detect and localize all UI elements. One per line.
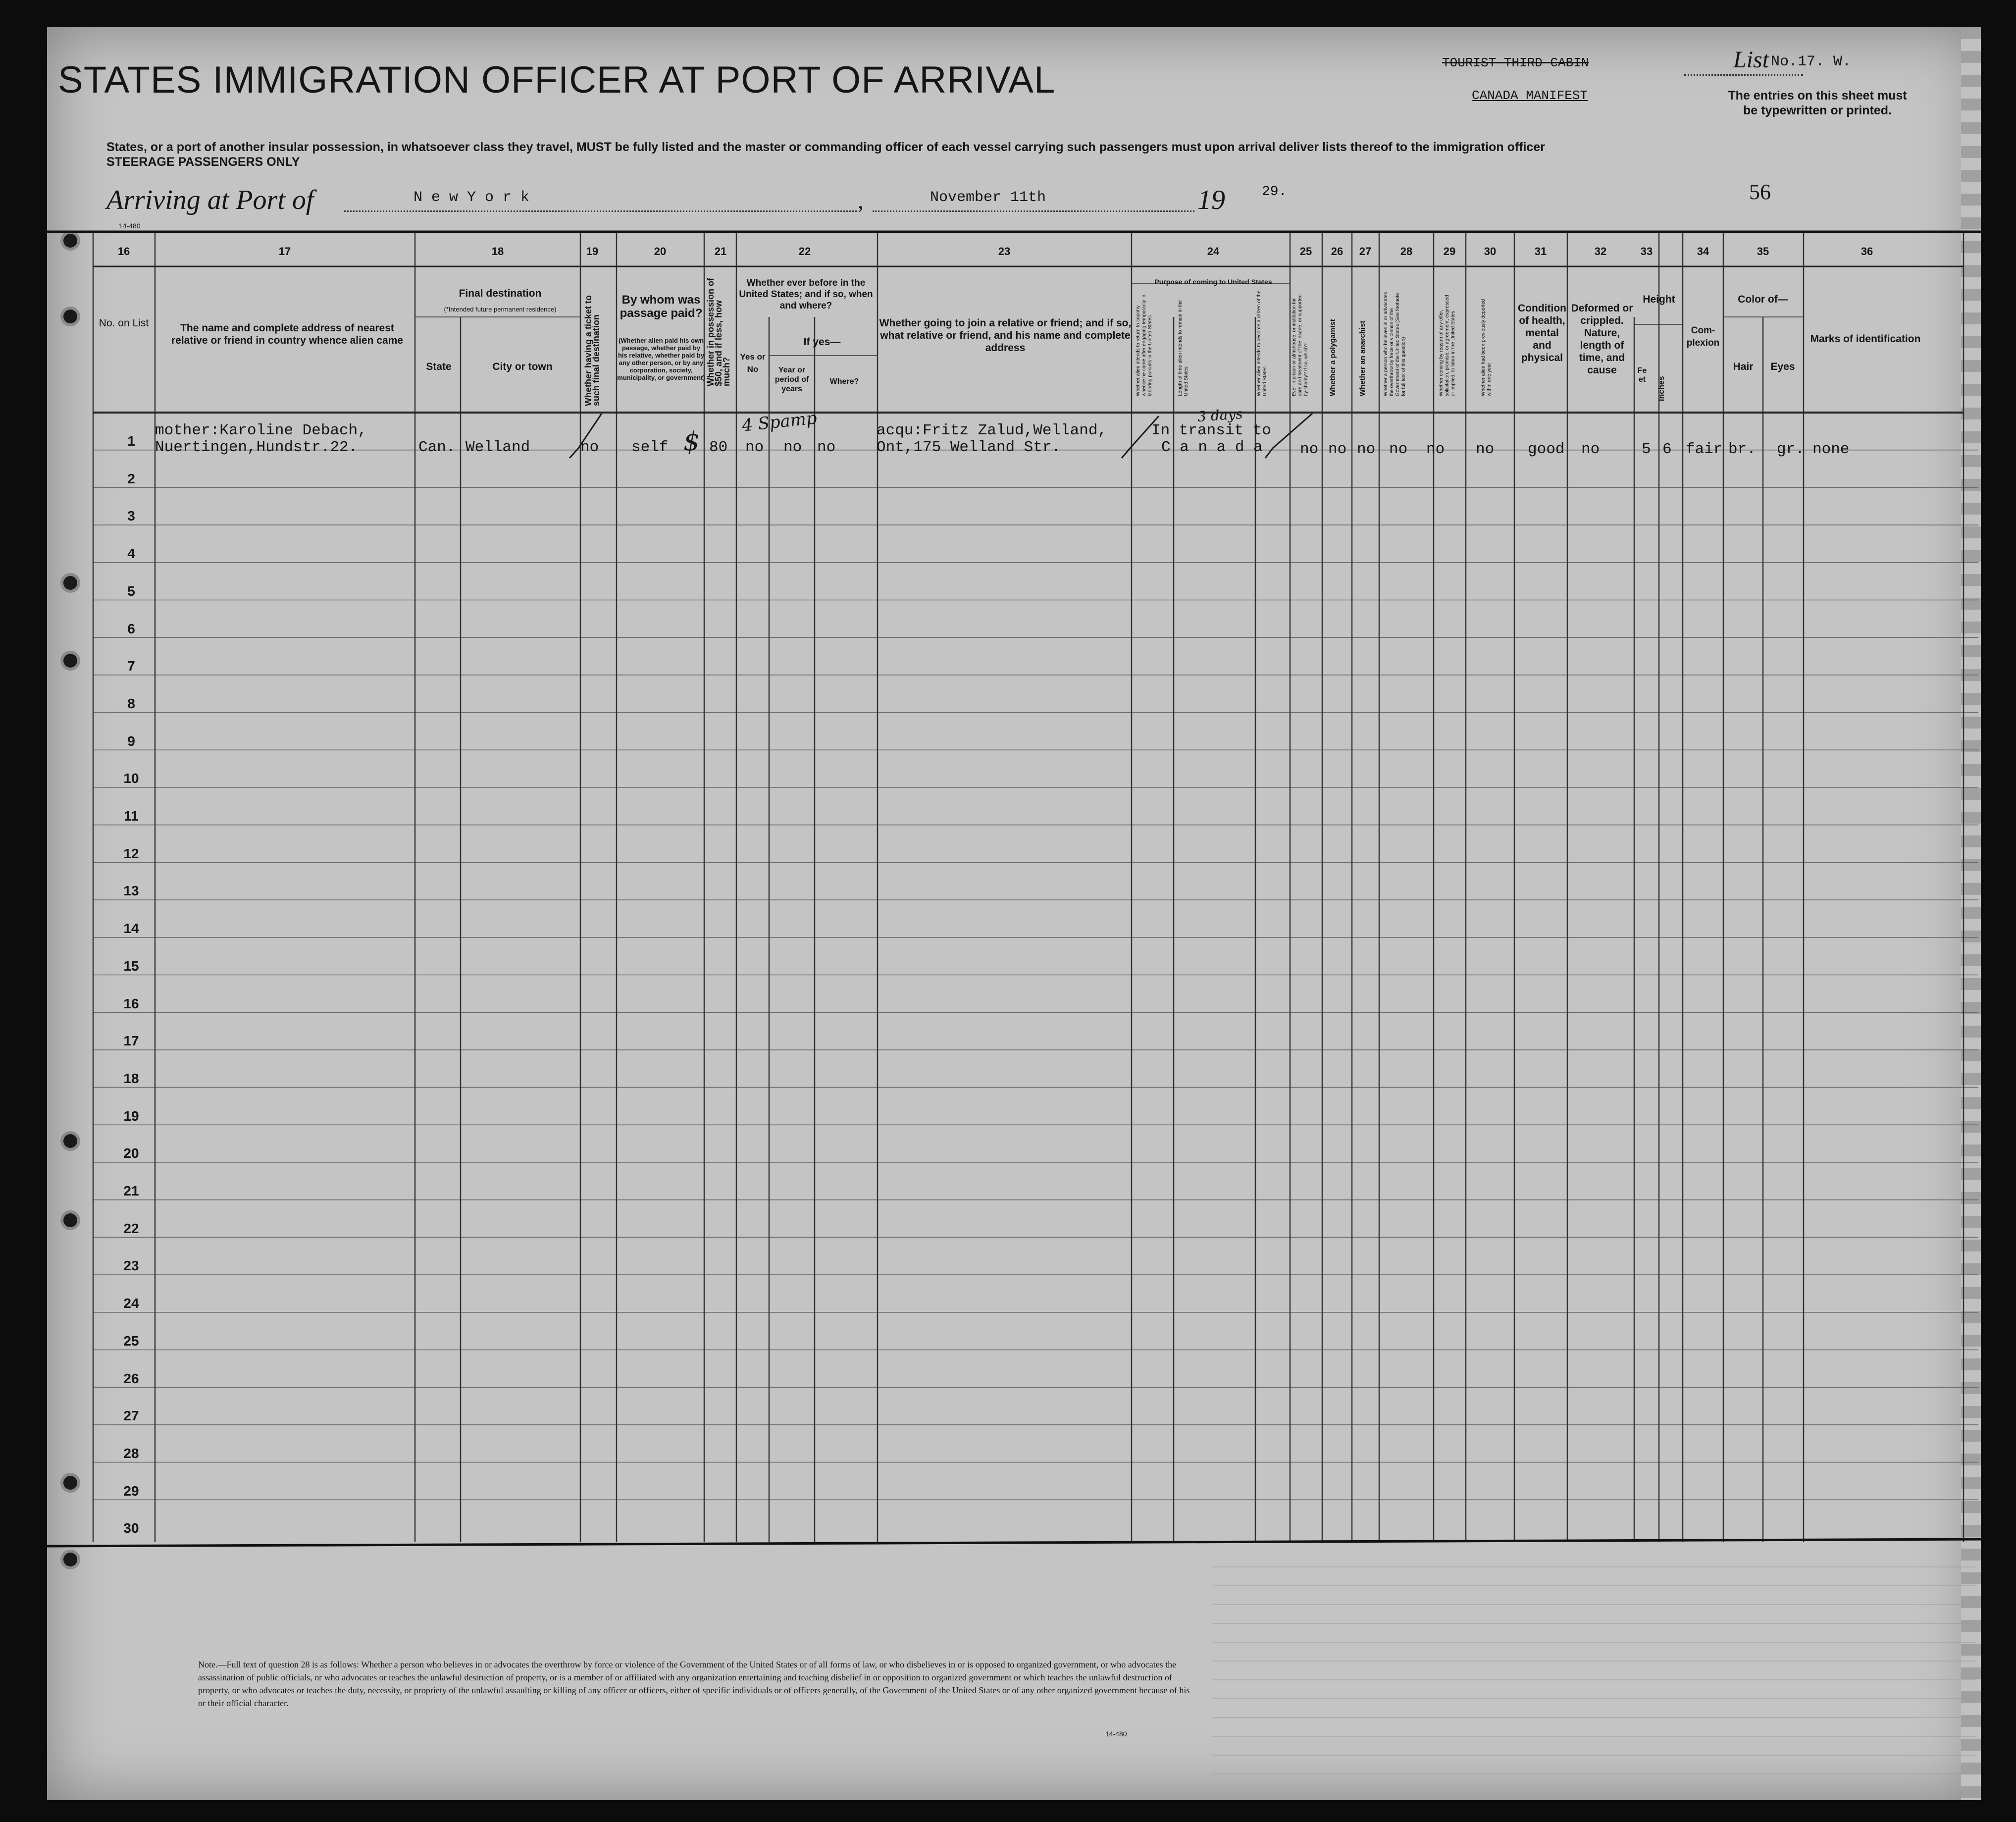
column-number: 20 — [654, 245, 667, 258]
header-purpose: Purpose of coming to United States — [1154, 278, 1272, 286]
year-prefix: 19 — [1197, 185, 1225, 215]
row-number: 15 — [123, 958, 139, 974]
row-number: 25 — [123, 1333, 139, 1349]
page-number: 56 — [1749, 180, 1771, 204]
header-feet: Feet — [1637, 366, 1647, 384]
header-paid-by-sub: (Whether alien paid his own passage, whether paid by his relative, whether paid by any other person, or by any corporation, society, municipality, or government) — [617, 337, 705, 381]
header-yes-no: Yes or No — [740, 352, 766, 374]
purpose-canada: C a n a d a — [1161, 439, 1263, 456]
relative-name: mother:Karoline Debach, — [155, 422, 367, 439]
row-number: 14 — [123, 921, 139, 937]
row-number: 23 — [123, 1258, 139, 1274]
years-value: no — [783, 439, 802, 456]
class-label: TOURIST THIRD CABIN — [1442, 55, 1589, 70]
header-years: Year or period of years — [775, 366, 809, 393]
overthrow-value: no — [1389, 441, 1408, 458]
instructions-line: States, or a port of another insular possession, in whatsoever class they travel, MUST be fully listed and the master or commanding officer of each vessel carrying such passengers must upon arrival deliver lists thereof to the immigration officer — [106, 140, 1545, 154]
row-number: 3 — [127, 508, 135, 524]
row-number: 24 — [123, 1296, 139, 1311]
row-number: 8 — [127, 695, 135, 711]
row-number: 18 — [123, 1070, 139, 1086]
manifest-label: CANADA MANIFEST — [1472, 88, 1588, 103]
row-number: 13 — [123, 883, 139, 899]
row-number: 28 — [123, 1445, 139, 1461]
row-number: 26 — [123, 1370, 139, 1386]
column-number: 18 — [491, 245, 504, 258]
destination-state: Can. — [418, 439, 456, 456]
anarchist-value: no — [1357, 441, 1376, 458]
column-number: 34 — [1697, 245, 1709, 258]
header-inches: Inches — [1657, 376, 1666, 401]
column-number: 26 — [1331, 245, 1344, 258]
header-before-in-us: Whether ever before in the United States; and if so, when and where? — [739, 278, 873, 311]
header-join: Whether going to join a relative or friend; and if so, what relative or friend, and his name and complete address — [879, 317, 1132, 354]
handwritten-duration: 3 days — [1196, 405, 1243, 425]
handwritten-stamp-note: 4 Spamp — [741, 408, 818, 436]
header-destination-sub: (*Intended future permanent residence) — [444, 306, 557, 313]
column-number: 19 — [586, 245, 599, 258]
header-length-of-stay: Length of time alien intends to remain in the United States — [1178, 300, 1189, 396]
row-number: 2 — [127, 470, 135, 486]
ticket-value: no — [580, 439, 599, 456]
comma: , — [858, 188, 864, 214]
join-address: Ont,175 Welland Str. — [877, 439, 1061, 456]
header-offer: Whether coming by reason of any offer, solicitation, promise, or agreement, expressed or implied, to labor in the United States — [1439, 295, 1456, 396]
header-city: City or town — [492, 361, 553, 372]
complexion-value: fair — [1686, 441, 1723, 458]
row-number: 20 — [123, 1145, 139, 1161]
column-number: 33 — [1640, 245, 1653, 258]
year-value: 29. — [1262, 184, 1287, 200]
header-hair: Hair — [1733, 361, 1754, 372]
column-number: 29 — [1443, 245, 1456, 258]
row-number: 17 — [123, 1033, 139, 1049]
header-height: Height — [1643, 294, 1675, 305]
steerage-line: STEERAGE PASSENGERS ONLY — [106, 155, 300, 169]
header-overthrow: Whether a person who believes in or advocates the overthrow by force or violence of the Government of the United States (See footnote for full text of this question) — [1383, 292, 1406, 396]
header-money: Whether in possession of $50, and if less, how much? — [706, 277, 731, 386]
arriving-label: Arriving at Port of — [106, 185, 314, 215]
money-value: 80 — [709, 439, 728, 456]
row-number: 27 — [123, 1408, 139, 1424]
column-number: 35 — [1757, 245, 1769, 258]
footer-form-number: 14-480 — [1105, 1730, 1127, 1738]
header-if-yes: If yes— — [803, 336, 841, 348]
column-number: 27 — [1359, 245, 1372, 258]
header-citizen: Whether alien intends to become a citizen of the United States — [1256, 290, 1268, 396]
header-health: Condition of health, mental and physical — [1518, 303, 1566, 364]
row-number: 21 — [123, 1183, 139, 1198]
row-number: 16 — [123, 995, 139, 1011]
row-number: 19 — [123, 1108, 139, 1124]
column-number: 36 — [1861, 245, 1873, 258]
column-number: 17 — [278, 245, 291, 258]
column-number: 25 — [1299, 245, 1312, 258]
where-value: no — [817, 439, 836, 456]
offer-value: no — [1426, 441, 1445, 458]
footnote: Note.—Full text of question 28 is as follows: Whether a person who believes in or advocates the overthrow by force or violence of the Government of the United States or of all forms of law, or who disbelieves in or is opposed to organized government, or who advocates the assassination of public officials, or who advocates or teaches the unlawful destruction of property, or is a member of or affiliated with any organization entertaining and teaching disbelief in or opposition to organized government or which teaches the unlawful destruction of property, or who advocates or teaches the duty, necessity, or propriety of the unlawful assaulting or killing of any officer or officers, either of specific individuals or of officers generally, of the Government of the United States or of any other organized government because of his or their official character. — [198, 1660, 1190, 1708]
dollar-mark: $ — [683, 427, 700, 457]
inches-value: 6 — [1662, 441, 1672, 458]
destination-city: Welland — [465, 439, 530, 456]
relative-address: Nuertingen,Hundstr.22. — [155, 439, 358, 456]
note-line-2: be typewritten or printed. — [1743, 104, 1892, 117]
row-number: 29 — [123, 1483, 139, 1499]
header-eyes: Eyes — [1770, 361, 1795, 372]
row-number: 6 — [127, 621, 135, 636]
eyes-value: gr. — [1777, 441, 1805, 458]
list-number: No.17. W. — [1771, 53, 1852, 70]
polygamist-value: no — [1328, 441, 1347, 458]
column-number: 31 — [1534, 245, 1547, 258]
column-number: 24 — [1207, 245, 1220, 258]
paid-by-value: self — [631, 439, 669, 456]
feet-value: 5 — [1642, 441, 1651, 458]
header-final-destination: Final destination — [459, 288, 542, 299]
health-value: good — [1528, 441, 1565, 458]
column-number: 21 — [714, 245, 727, 258]
join-name: acqu:Fritz Zalud,Welland, — [877, 422, 1107, 439]
header-where: Where? — [829, 377, 859, 386]
column-number: 22 — [798, 245, 811, 258]
header-color: Color of— — [1738, 294, 1788, 305]
header-return: Whether alien intends to return to country whence he came after engaging temporarily in laboring pursuits in the United States — [1136, 294, 1153, 396]
header-complexion: Com-plexion — [1686, 325, 1720, 348]
header-state: State — [426, 361, 452, 372]
page-title: STATES IMMIGRATION OFFICER AT PORT OF ARRIVAL — [58, 59, 1056, 101]
column-number: 32 — [1594, 245, 1607, 258]
port-value: N e w Y o r k — [414, 189, 530, 206]
row-number: 9 — [127, 733, 135, 749]
row-number: 11 — [124, 808, 139, 824]
row-number: 10 — [123, 771, 139, 786]
note-line-1: The entries on this sheet must — [1728, 89, 1907, 103]
header-deported: Whether alien had been previously deported within one year — [1481, 299, 1492, 396]
purpose-transit: In transit to — [1151, 422, 1271, 439]
header-ticket: Whether having a ticket to such final destination — [583, 295, 601, 406]
column-number: 28 — [1400, 245, 1413, 258]
row-number: 4 — [127, 546, 135, 562]
header-no-on-list: No. on List — [99, 317, 149, 329]
row-number: 12 — [123, 845, 139, 861]
column-number: 30 — [1484, 245, 1497, 258]
deformed-value: no — [1581, 441, 1600, 458]
form-number: 14-480 — [119, 222, 141, 230]
prison-value: no — [1300, 441, 1319, 458]
row-number: 7 — [127, 658, 135, 674]
hair-value: br. — [1728, 441, 1756, 458]
date-value: November 11th — [930, 189, 1046, 206]
list-label: List — [1733, 47, 1769, 73]
row-number: 5 — [127, 583, 135, 599]
header-paid-by: By whom was passage paid? — [620, 293, 703, 320]
row-number: 1 — [127, 433, 135, 449]
header-deformed: Deformed or crippled. Nature, length of time, and cause — [1571, 303, 1633, 376]
column-number: 23 — [998, 245, 1011, 258]
deported-value: no — [1476, 441, 1495, 458]
header-relative: The name and complete address of nearest relative or friend in country whence alien came — [171, 322, 403, 346]
marks-value: none — [1812, 441, 1850, 458]
row-number: 30 — [123, 1520, 139, 1536]
header-marks: Marks of identification — [1810, 333, 1921, 345]
column-number: 16 — [117, 245, 130, 258]
before-in-us-value: no — [745, 439, 764, 456]
header-polygamist: Whether a polygamist — [1329, 319, 1337, 396]
row-number: 22 — [123, 1220, 139, 1236]
header-anarchist: Whether an anarchist — [1358, 320, 1367, 396]
header-prison: Ever in prison or almshouse, or institution for care and treatment of the insane, or supported by charity? If so, which? — [1292, 294, 1309, 396]
